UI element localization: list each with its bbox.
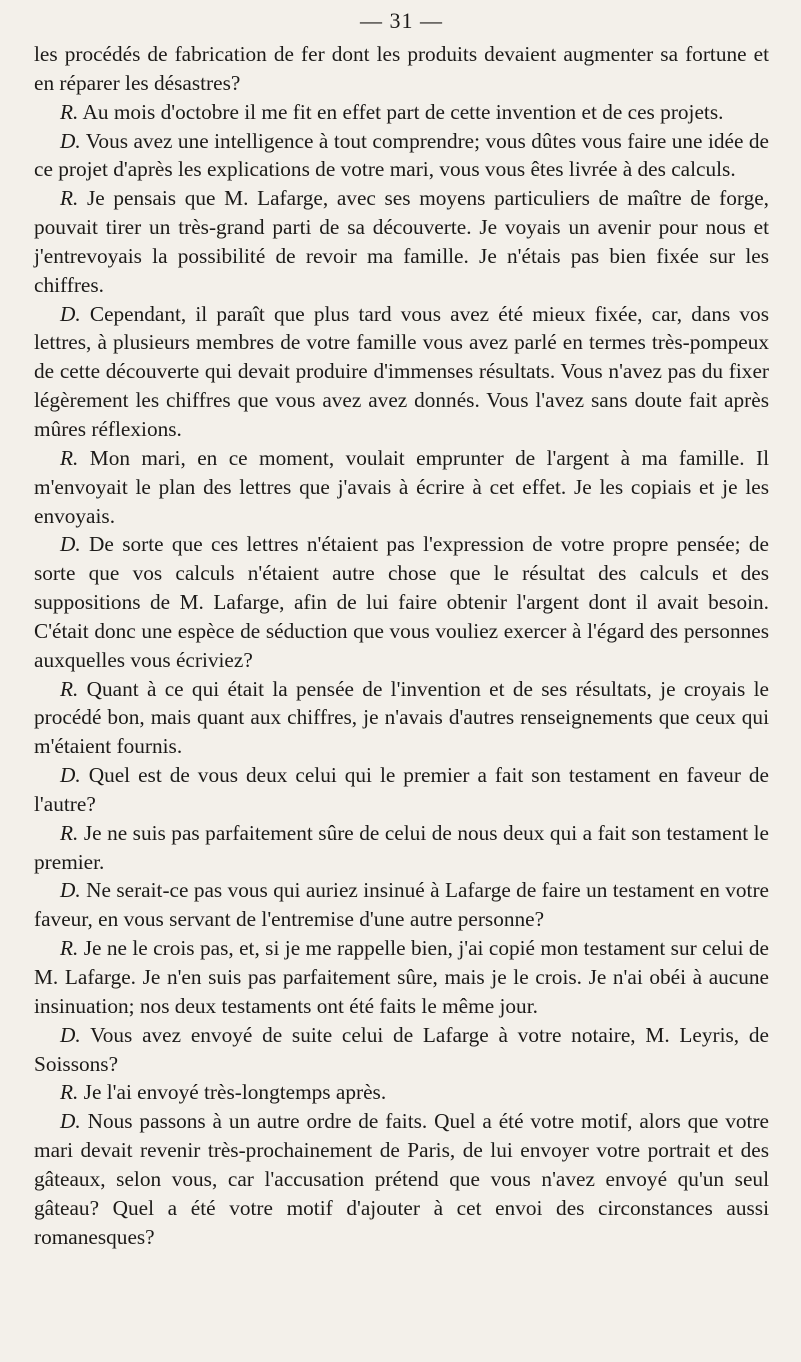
- paragraph-text: Je l'ai envoyé très-longtemps après.: [83, 1080, 387, 1105]
- paragraph-14: [34, 1107, 769, 1251]
- speaker-label: D.: [60, 301, 81, 326]
- paragraph-10: [34, 876, 769, 934]
- speaker-label: R.: [60, 445, 79, 470]
- paragraph-7: [34, 675, 769, 762]
- speaker-label: R.: [60, 186, 79, 211]
- paragraph-text: Ne serait-ce pas vous qui auriez insinué à Lafarge de faire un testament en votre faveur, en vous servant de l'entremise d'une autre personne?: [34, 878, 769, 932]
- paragraph-text: Quel est de vous deux celui qui le premier a fait son testament en faveur de l'autre?: [34, 763, 769, 816]
- paragraph-text: Au mois d'octobre il me fit en effet part de cette invention et de ces projets.: [82, 99, 724, 124]
- speaker-label: R.: [60, 99, 79, 124]
- paragraph-text: Quant à ce qui était la pensée de l'invention et de ses résultats, je croyais le procédé bon, mais quant aux chiffres, je n'avais d'autres renseignements que ceux qui m'étaient fournis.: [34, 676, 769, 759]
- paragraph-text: Mon mari, en ce moment, voulait emprunter de l'argent à ma famille. Il m'envoyait le plan des lettres que j'avais à écrire à cet effet. Je les copiais et je les envoyais.: [34, 445, 769, 528]
- speaker-label: D.: [60, 128, 81, 153]
- paragraph-8: [34, 761, 769, 819]
- speaker-label: D.: [60, 763, 81, 788]
- page-number: — 31 —: [360, 8, 443, 33]
- paragraph-1: [34, 98, 769, 127]
- speaker-label: R.: [60, 1080, 79, 1105]
- paragraph-13: [34, 1078, 769, 1107]
- speaker-label: R.: [60, 936, 79, 961]
- paragraph-text: Je ne suis pas parfaitement sûre de celui de nous deux qui a fait son testament le premier.: [34, 820, 769, 874]
- paragraph-text: Cependant, il paraît que plus tard vous avez été mieux fixée, car, dans vos lettres, à plusieurs membres de votre famille vous avez parlé en termes très-pompeux de cette découverte qui devait produire d'immenses résultats. Vous n'avez pas du fixer légèrement les chiffres que vous avez avez donnés. Vous l'avez sans doute fait après mûres réflexions.: [34, 301, 769, 441]
- paragraph-2: [34, 127, 769, 185]
- paragraph-9: [34, 819, 769, 877]
- speaker-label: R.: [60, 820, 79, 845]
- paragraph-text: Je ne le crois pas, et, si je me rappelle bien, j'ai copié mon testament sur celui de M. Lafarge. Je n'en suis pas parfaitement sûre, mais je le crois. Je n'ai obéi à aucune insinuation; nos deux testaments ont été faits le même jour.: [34, 936, 769, 1018]
- paragraph-5: [34, 444, 769, 531]
- paragraph-6: [34, 530, 769, 674]
- speaker-label: D.: [60, 1022, 81, 1047]
- paragraph-text: Vous avez envoyé de suite celui de Lafarge à votre notaire, M. Leyris, de Soissons?: [34, 1022, 769, 1076]
- speaker-label: D.: [60, 532, 81, 557]
- paragraph-3: [34, 184, 769, 299]
- paragraph-text: Nous passons à un autre ordre de faits. Quel a été votre motif, alors que votre mari devait revenir très-prochainement de Paris, de lui envoyer votre portrait et des gâteaux, selon vous, car l'accusation prétend que vous n'avez envoyé qu'un seul gâteau? Quel a été votre motif d'ajouter à cet envoi des circonstances aussi romanesques?: [34, 1109, 769, 1249]
- speaker-label: R.: [60, 676, 79, 701]
- paragraph-11: [34, 934, 769, 1021]
- speaker-label: D.: [60, 1109, 81, 1134]
- paragraph-4: [34, 300, 769, 444]
- paragraph-text: Je pensais que M. Lafarge, avec ses moyens particuliers de maître de forge, pouvait tirer un très-grand parti de sa découverte. Je voyais un avenir pour nous et j'entrevoyais la possibilité de revoir ma famille. Je n'étais pas bien fixée sur les chiffres.: [34, 186, 769, 297]
- speaker-label: D.: [60, 878, 81, 903]
- page-body: [34, 40, 769, 1251]
- paragraph-0: [34, 40, 769, 98]
- paragraph-text: De sorte que ces lettres n'étaient pas l'expression de votre propre pensée; de sorte que vos calculs n'étaient autre chose que le résultat des calculs et des suppositions de M. Lafarge, afin de lui faire obtenir l'argent dont il avait besoin. C'était donc une espèce de séduction que vous vouliez exercer à l'égard des personnes auxquelles vous écriviez?: [34, 532, 769, 672]
- paragraph-12: [34, 1021, 769, 1079]
- paragraph-text: Vous avez une intelligence à tout comprendre; vous dûtes vous faire une idée de ce projet d'après les explications de votre mari, vous vous êtes livrée à des calculs.: [34, 128, 769, 182]
- paragraph-text: les procédés de fabrication de fer dont les produits devaient augmenter sa fortune et en réparer les désastres?: [34, 42, 769, 95]
